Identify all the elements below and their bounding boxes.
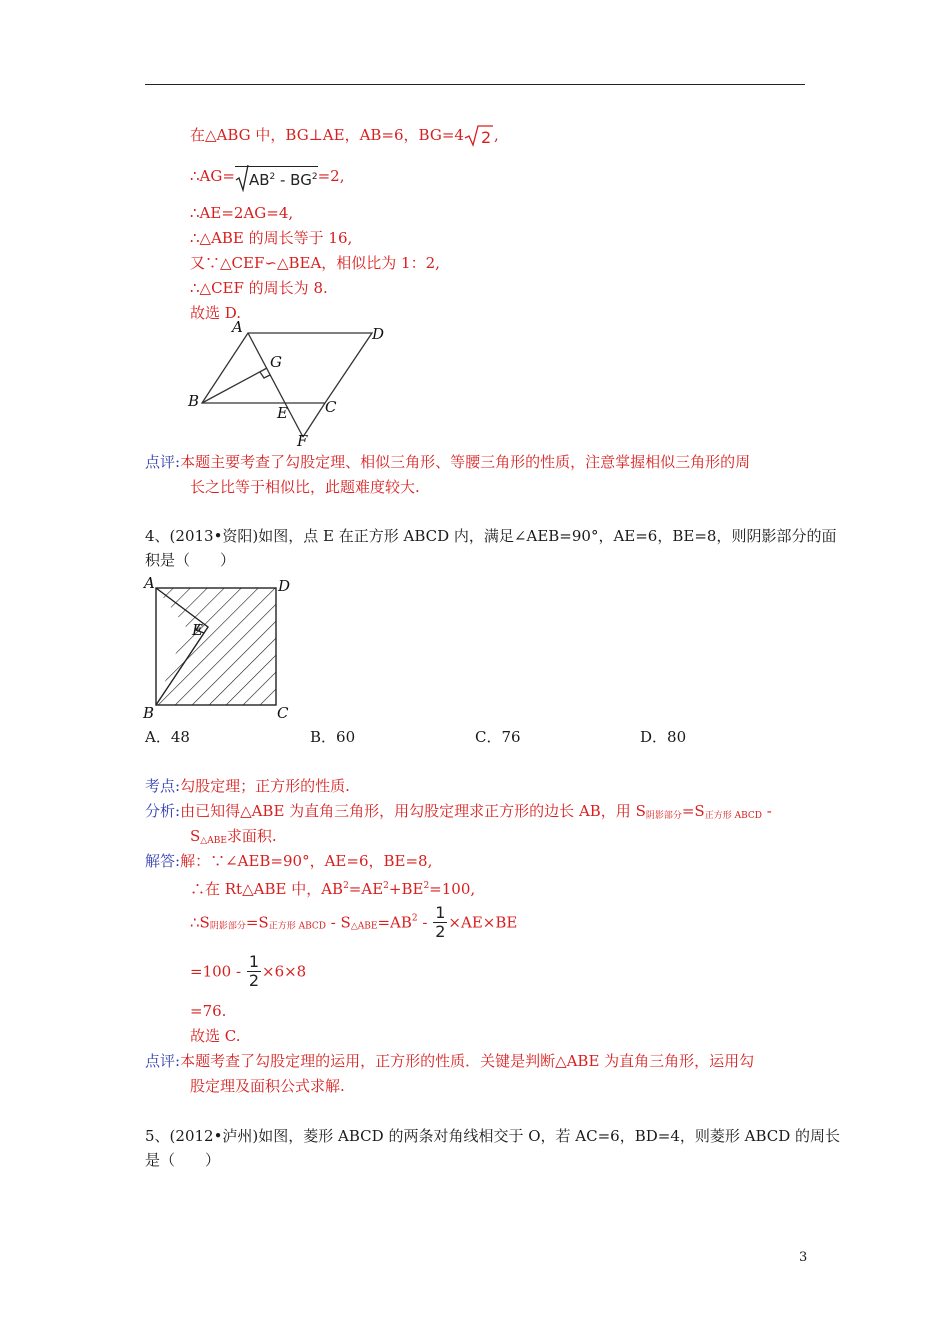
sqrt-ab-bg: $AB^2 - BG^2$ — [235, 166, 318, 190]
jieda-line-1: 解答:解：∵∠AEB=90°，AE=6，BE=8, — [145, 852, 433, 870]
svg-text:2: 2 — [480, 128, 492, 147]
label-f: F — [297, 432, 308, 450]
review-tag: 点评: — [145, 453, 181, 471]
jieda-line-5: =76. — [190, 1002, 227, 1020]
jieda-line-3: $\therefore S_{阴影部分}=S_{正方形 ABCD} - S_{\triangle ABE}=AB^2$ - $\frac{1}{2}$ ×AE×BE — [190, 903, 518, 941]
sq-label-c: C — [277, 704, 289, 722]
solution-line-3: ∴AE=2AG=4, — [190, 204, 294, 222]
shaded-region — [156, 588, 276, 705]
sq-label-d: D — [278, 577, 291, 595]
header-rule — [145, 84, 805, 85]
question-5-text: 5、(2012•泸州)如图，菱形 ABCD 的两条对角线相交于 O，若 AC=6，BD=4，则菱形 ABCD 的周长 — [145, 1127, 841, 1145]
question-4-text: 4、(2013•资阳)如图，点 E 在正方形 ABCD 内，满足∠AEB=90°，AE=6，BE=8，则阴影部分的面 — [145, 527, 837, 545]
solution-line-4: ∴△ABE 的周长等于 16, — [190, 229, 353, 247]
sq-label-e: E — [192, 621, 203, 639]
solution-line-5: 又∵△CEF∽△BEA，相似比为 1：2, — [190, 254, 440, 272]
jieda-line-6: 故选 C. — [190, 1027, 241, 1045]
sq-label-a: A — [144, 574, 155, 592]
jieda-line-2: ∴在 Rt△ABE 中，$AB^2=AE^2+BE^2=100$, — [190, 880, 476, 898]
option-d: D．80 — [640, 728, 687, 746]
jieda-line-4: =100 - $\frac{1}{2}$ ×6×8 — [190, 952, 307, 990]
question-5-text-2: 是（ ） — [145, 1151, 221, 1169]
fenxi-line-2: $S_{\triangle ABE}$求面积. — [190, 827, 277, 846]
line-af — [248, 333, 303, 437]
square-figure — [138, 572, 298, 722]
kaodian-line: 考点:勾股定理；正方形的性质. — [145, 777, 350, 795]
solution-line-2: ∴AG= $AB^2 - BG^2=2$, — [190, 167, 345, 189]
label-e: E — [277, 404, 288, 422]
fraction-half-2: $\frac{1}{2}$ — [248, 952, 259, 990]
review-1-line-2: 长之比等于相似比，此题难度较大. — [190, 478, 420, 496]
page-number: 3 — [799, 1250, 808, 1265]
review-2: 点评:本题考查了勾股定理的运用，正方形的性质．关键是判断△ABE 为直角三角形，运用勾 — [145, 1052, 755, 1070]
label-b: B — [188, 392, 200, 410]
option-c: C．76 — [475, 728, 521, 746]
line-bg — [202, 368, 267, 403]
label-a: A — [232, 320, 243, 336]
label-d: D — [372, 325, 385, 343]
question-4-text-2: 积是（ ） — [145, 551, 236, 569]
parallelogram-figure — [180, 320, 400, 450]
label-g: G — [270, 353, 282, 371]
review-1: 点评:本题主要考查了勾股定理、相似三角形、等腰三角形的性质，注意掌握相似三角形的周 — [145, 453, 751, 471]
option-b: B．60 — [310, 728, 356, 746]
label-c: C — [325, 398, 337, 416]
review-2-line-2: 股定理及面积公式求解. — [190, 1077, 345, 1095]
sqrt-expression — [464, 124, 494, 148]
solution-line-6: ∴△CEF 的周长为 8. — [190, 279, 328, 297]
fenxi-line-1: 分析:由已知得△ABE 为直角三角形，用勾股定理求正方形的边长 AB，用 $S_{阴影部分}=S_{正方形 ABCD}$ - — [145, 802, 772, 821]
fraction-half: $\frac{1}{2}$ — [435, 903, 446, 941]
parallelogram-abcd — [202, 333, 372, 403]
solution-line-1: 在△ABG 中，BG⊥AE，AB=6，BG=4 2 , — [190, 126, 499, 147]
option-a: A．48 — [145, 728, 190, 746]
sq-label-b: B — [143, 704, 155, 722]
solution-line-7: 故选 D. — [190, 304, 242, 322]
